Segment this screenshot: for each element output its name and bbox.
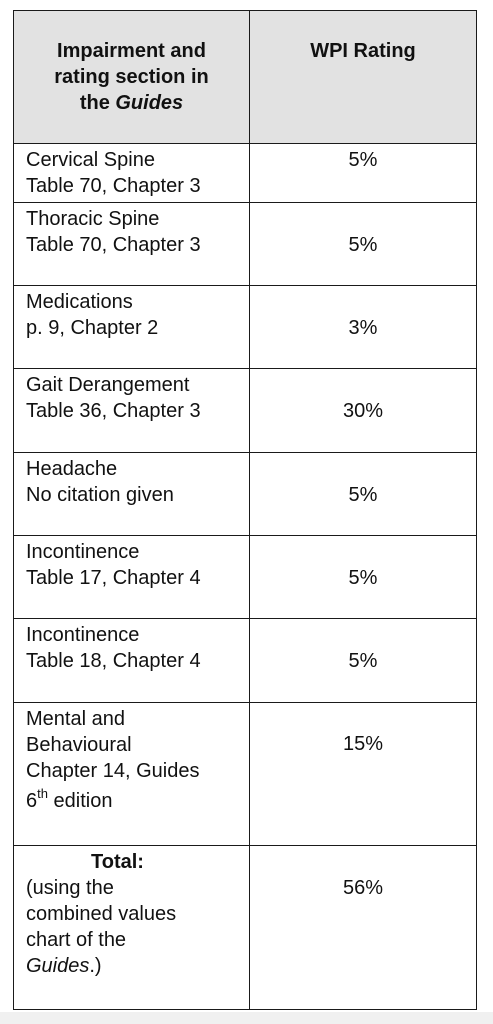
rating-cell: 5% [250,619,477,703]
rating-cell: 30% [250,369,477,453]
impairment-cell: Gait Derangement Table 36, Chapter 3 [14,369,250,453]
table-row [14,619,477,703]
impairment-cell: Thoracic Spine Table 70, Chapter 3 [14,203,250,286]
rating-cell: 5% [250,144,477,203]
total-cell: Total: (using the combined values chart of the Guides.) [14,846,250,1010]
total-label: Total: [91,851,144,873]
rating-cell: 3% [250,286,477,369]
table-row [14,369,477,453]
impairment-cell: Incontinence Table 18, Chapter 4 [14,619,250,703]
table-header-row [14,11,477,144]
impairment-cell: Medications p. 9, Chapter 2 [14,286,250,369]
header-wpi-rating: WPI Rating [250,11,477,144]
page-bottom-strip [0,1012,493,1024]
impairment-cell: Mental and Behavioural Chapter 14, Guides 6th edition [14,703,250,846]
impairment-cell: Headache No citation given [14,453,250,536]
table-row-mental [14,703,477,846]
table-row [14,536,477,619]
impairment-cell: Incontinence Table 17, Chapter 4 [14,536,250,619]
rating-cell: 5% [250,536,477,619]
table-row [14,453,477,536]
header-impairment: Impairment and rating section in the Guides [14,11,250,144]
table-row-total [14,846,477,1010]
wpi-rating-table [13,10,477,1010]
table-row [14,203,477,286]
impairment-cell: Cervical Spine Table 70, Chapter 3 [14,144,250,203]
total-rating-cell: 56% [250,846,477,1010]
table-row [14,144,477,203]
rating-cell: 15% [250,703,477,846]
rating-cell: 5% [250,453,477,536]
table-row [14,286,477,369]
rating-cell: 5% [250,203,477,286]
